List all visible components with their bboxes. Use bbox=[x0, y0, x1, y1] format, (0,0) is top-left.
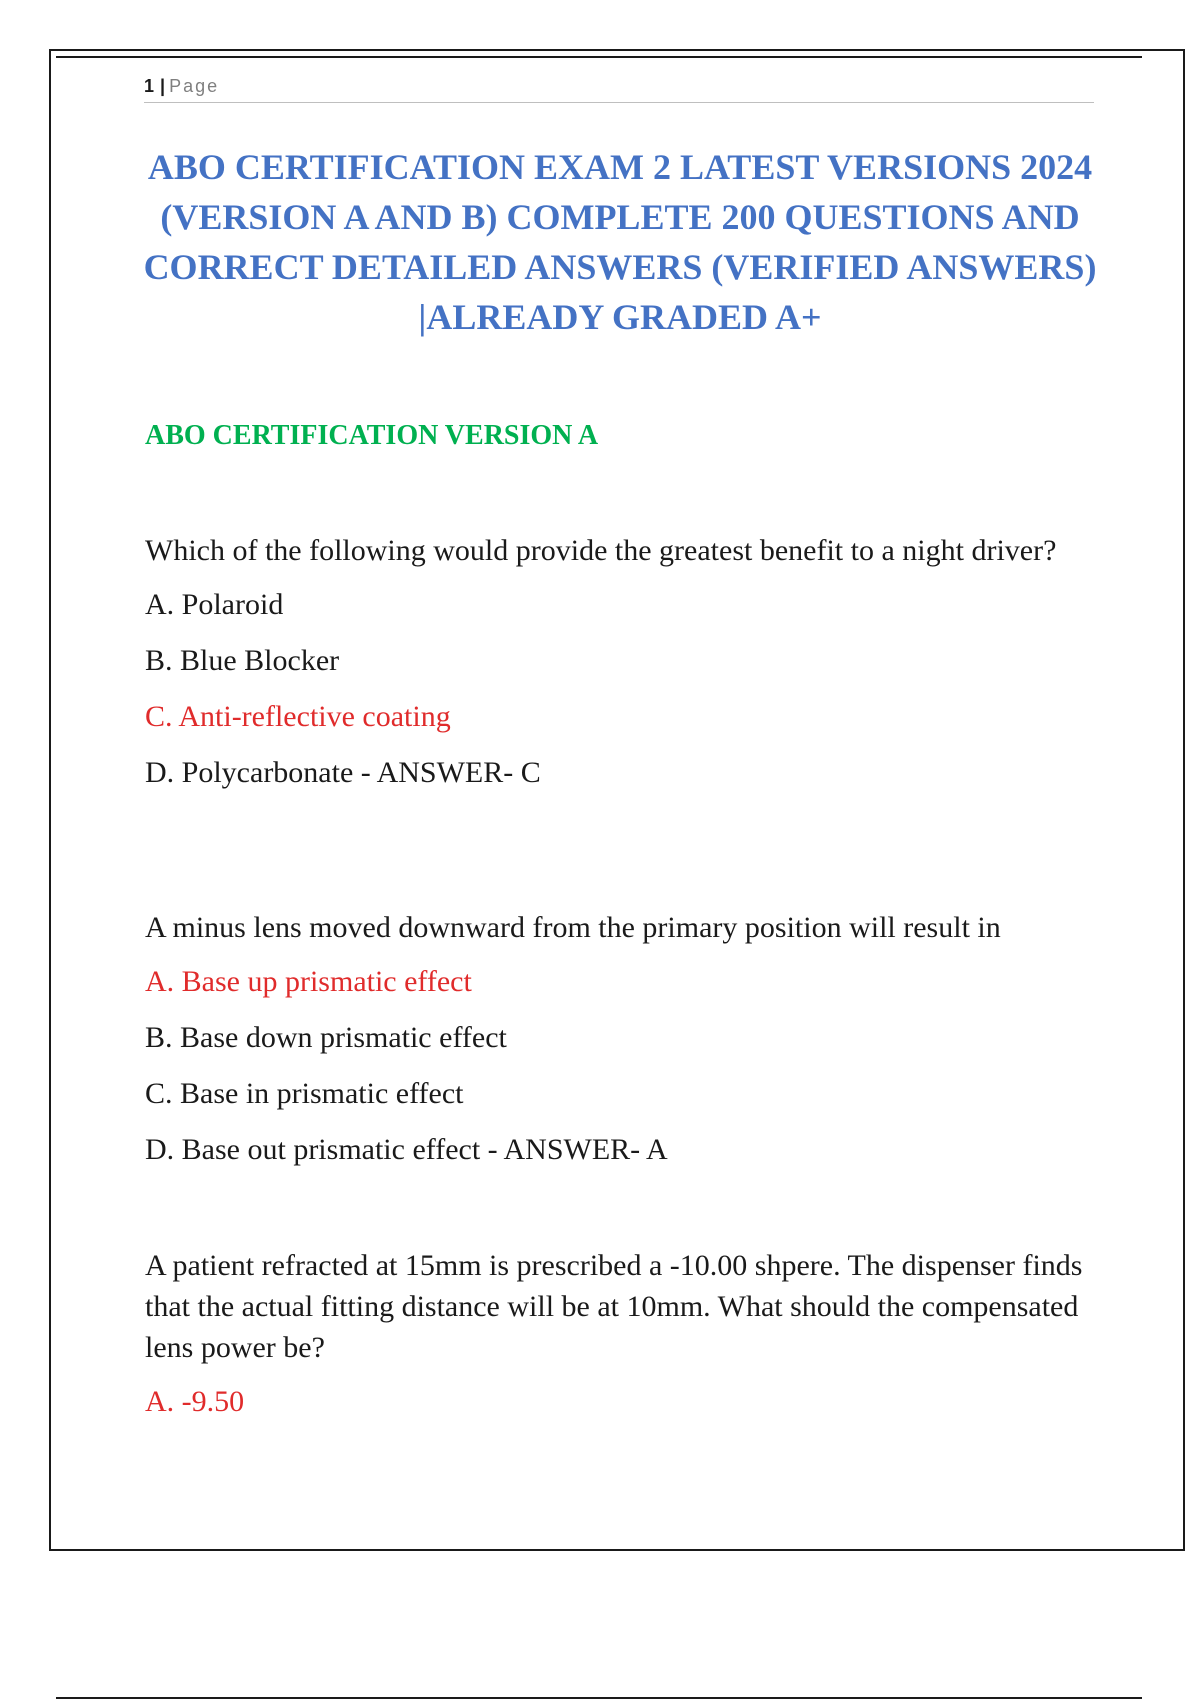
page-header-separator: | bbox=[160, 76, 166, 96]
answer-option: A. Polaroid bbox=[145, 588, 284, 621]
answer-option: B. Base down prismatic effect bbox=[145, 1021, 507, 1054]
answer-option-correct: C. Anti-reflective coating bbox=[145, 700, 451, 733]
page-number: 1 bbox=[144, 76, 155, 96]
page-header bbox=[144, 72, 1094, 103]
section-heading: ABO CERTIFICATION VERSION A bbox=[145, 420, 599, 451]
answer-option-correct: A. Base up prismatic effect bbox=[145, 965, 472, 998]
question-block bbox=[145, 907, 1095, 1184]
question-text: A minus lens moved downward from the primary position will result in bbox=[145, 911, 1001, 944]
question-text: Which of the following would provide the greatest benefit to a night driver? bbox=[145, 534, 1057, 567]
answer-option-correct: A. -9.50 bbox=[145, 1385, 245, 1418]
answer-option: B. Blue Blocker bbox=[145, 644, 340, 677]
answer-option: D. Polycarbonate - ANSWER- C bbox=[145, 756, 541, 789]
question-block bbox=[145, 1245, 1095, 1436]
bottom-rule bbox=[56, 1697, 1142, 1699]
document-title: ABO CERTIFICATION EXAM 2 LATEST VERSIONS 2024 (VERSION A AND B) COMPLETE 200 QUESTIONS AND CORRECT DETAILED ANSWERS (VERIFIED ANSWERS) |ALREADY GRADED A+ bbox=[143, 147, 1097, 337]
question-block bbox=[145, 530, 1095, 807]
question-text: A patient refracted at 15mm is prescribed a -10.00 shpere. The dispenser finds that the actual fitting distance will be at 10mm. What should the compensated lens power be? bbox=[145, 1249, 1083, 1364]
top-rule bbox=[56, 56, 1142, 58]
answer-option: D. Base out prismatic effect - ANSWER- A bbox=[145, 1133, 668, 1166]
answer-option: C. Base in prismatic effect bbox=[145, 1077, 464, 1110]
page-label: Page bbox=[169, 76, 220, 96]
